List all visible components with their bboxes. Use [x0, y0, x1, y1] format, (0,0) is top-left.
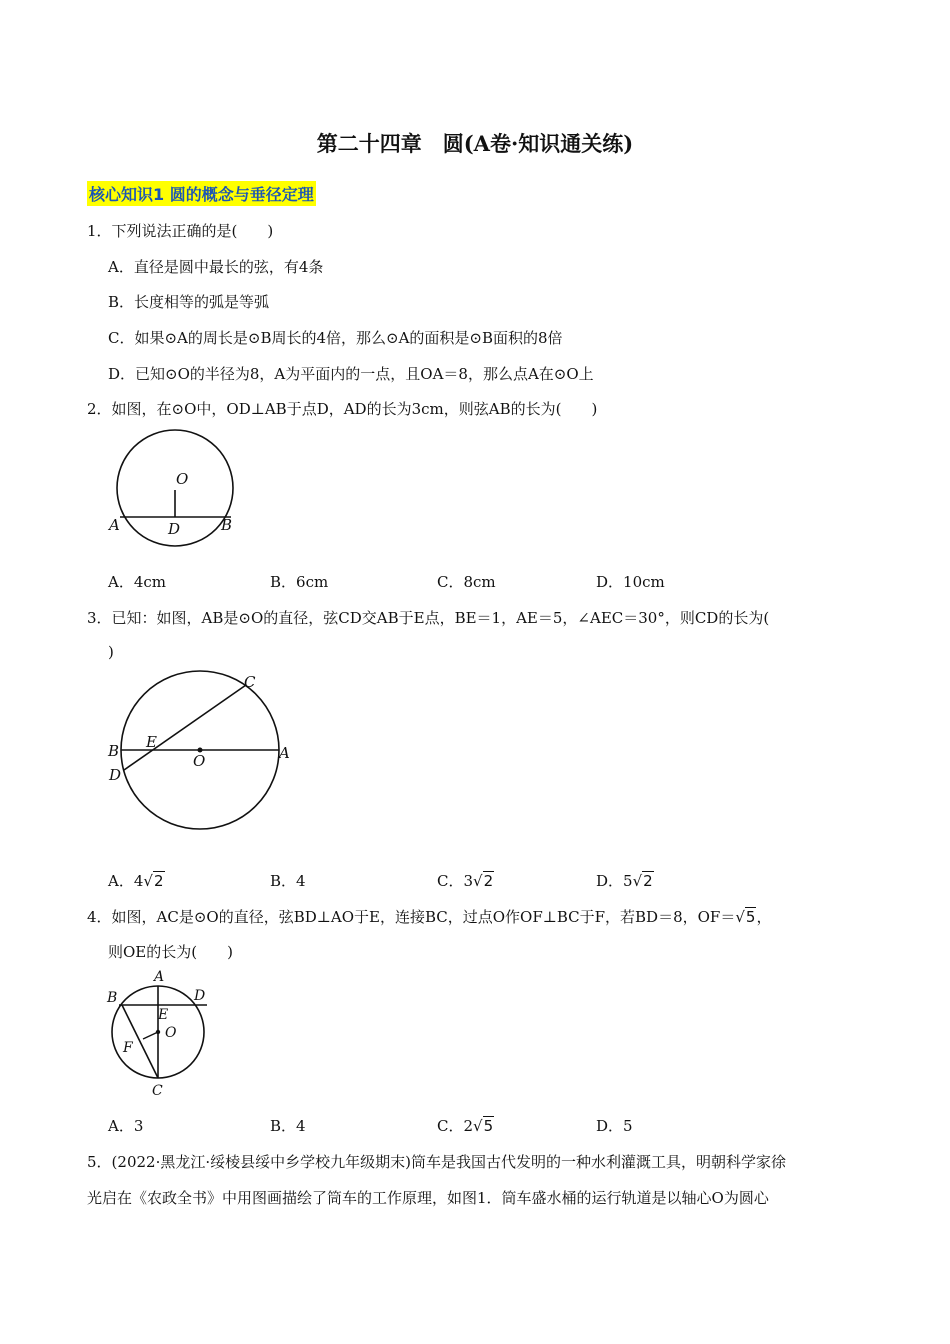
- q4-label-f: F: [123, 1040, 133, 1056]
- q2-option-d: D．10cm: [596, 573, 665, 591]
- q2-option-b: B．6cm: [270, 573, 329, 591]
- q4-stem-cont: 则OE的长为( ): [108, 943, 233, 961]
- q3-stem: 3．已知：如图，AB是⊙O的直径，弦CD交AB于E点，BE＝1，AE＝5，∠AEC＝30°，则CD的长为(: [87, 609, 770, 627]
- q4-label-a: A: [154, 969, 165, 985]
- q2-option-c: C．8cm: [437, 573, 496, 591]
- q3-option-d: D．5√2: [596, 872, 653, 890]
- q3-label-d: D: [109, 766, 122, 784]
- q4-option-d: D．5: [596, 1117, 633, 1135]
- q4-label-c: C: [152, 1083, 163, 1099]
- q4-option-a: A．3: [108, 1117, 144, 1135]
- q4-option-b: B．4: [270, 1117, 306, 1135]
- q2-label-d: D: [168, 520, 181, 538]
- q2-stem: 2．如图，在⊙O中，OD⊥AB于点D，AD的长为3cm，则弦AB的长为( ): [87, 400, 598, 418]
- q2-label-o: O: [176, 470, 189, 488]
- q3-stem-cont: ): [108, 643, 114, 661]
- page-title: 第二十四章 圆(A卷·知识通关练): [316, 131, 634, 156]
- q2-option-a: A．4cm: [108, 573, 167, 591]
- q5-stem-line2: 光启在《农政全书》中用图画描绘了筒车的工作原理，如图1．筒车盛水桶的运行轨道是以轴心O为圆心: [87, 1189, 769, 1207]
- q3-label-b: B: [108, 742, 120, 760]
- q1-option-b: B．长度相等的弧是等弧: [108, 293, 270, 311]
- q3-label-o: O: [193, 752, 206, 770]
- q3-option-a: A．4√2: [108, 872, 164, 890]
- q3-label-e: E: [146, 733, 157, 751]
- q3-option-c: C．3√2: [437, 872, 494, 890]
- q4-stem: 4．如图，AC是⊙O的直径，弦BD⊥AO于E，连接BC，过点O作OF⊥BC于F，若BD＝8，OF＝√5，: [87, 908, 772, 926]
- q1-stem: 1．下列说法正确的是( ): [87, 222, 274, 240]
- q3-option-b: B．4: [270, 872, 306, 890]
- q4-option-c: C．2√5: [437, 1117, 494, 1135]
- q1-option-d: D．已知⊙O的半径为8，A为平面内的一点，且OA＝8，那么点A在⊙O上: [108, 365, 594, 383]
- q1-option-a: A．直径是圆中最长的弦，有4条: [108, 258, 324, 276]
- q5-stem-line1: 5．(2022·黑龙江·绥棱县绥中乡学校九年级期末)筒车是我国古代发明的一种水利灌溉工具，明朝科学家徐: [87, 1153, 786, 1171]
- section-heading: 核心知识1 圆的概念与垂径定理: [87, 181, 316, 206]
- q4-label-e: E: [158, 1007, 169, 1023]
- q4-label-o: O: [165, 1025, 177, 1041]
- q1-option-c: C．如果⊙A的周长是⊙B周长的4倍，那么⊙A的面积是⊙B面积的8倍: [108, 329, 563, 347]
- q2-label-b: B: [221, 516, 233, 534]
- q3-label-a: A: [279, 744, 290, 762]
- q3-label-c: C: [244, 673, 256, 691]
- q4-label-d: D: [194, 988, 206, 1004]
- q4-label-b: B: [107, 990, 118, 1006]
- q2-label-a: A: [109, 516, 120, 534]
